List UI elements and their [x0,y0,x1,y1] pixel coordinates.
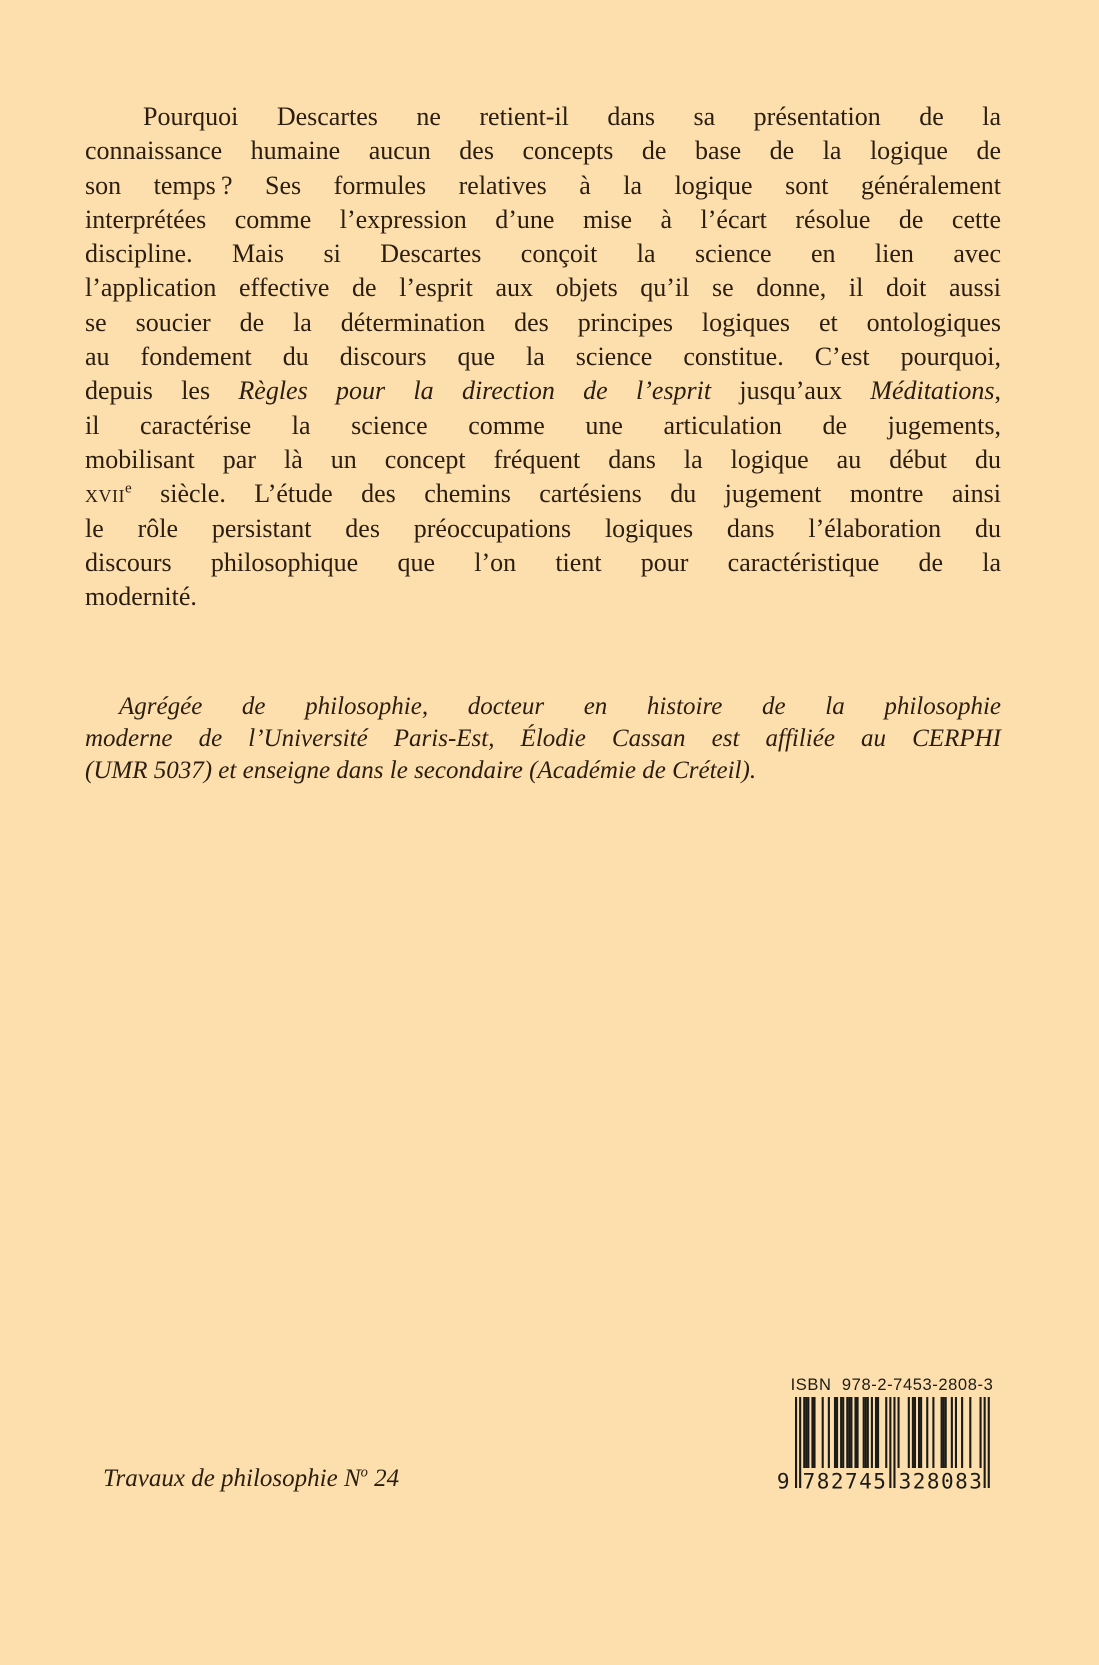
barcode-bar [889,1397,891,1488]
barcode-bar [875,1397,877,1468]
barcode-bar [961,1397,963,1468]
barcode-bar [912,1397,914,1468]
barcode-bar [932,1397,934,1468]
barcode-bar [943,1397,945,1468]
text-line [85,100,1001,134]
text-line [85,409,1001,443]
text-segment: , [994,376,1001,406]
barcode-bar [893,1397,895,1488]
barcode-bar [850,1397,852,1468]
barcode-bar [840,1397,842,1468]
barcode-bar [926,1397,928,1468]
barcode-bar [871,1397,873,1468]
text-line [85,374,1001,408]
isbn-number: ISBN 978-2-7453-2808-3 [790,1376,994,1394]
barcode-bar [863,1397,865,1468]
text-line [85,723,1001,755]
text-line [85,237,1001,271]
text-segment: Méditations [870,376,995,406]
text-segment: Agrégée de philosophie, docteur en histoire de la philosophie [119,693,1001,720]
author-bio [85,691,1001,787]
text-segment: son temps ? Ses formules relatives à la logique sont généralement [85,170,1001,200]
barcode-bar [877,1397,879,1468]
text-segment: siècle. L’étude des chemins cartésiens du jugement montre ainsi [131,479,1001,509]
barcode-bar [795,1397,797,1488]
barcode-bar [951,1397,953,1468]
text-segment: modernité. [85,582,197,612]
text-line [85,134,1001,168]
barcode-bar [848,1397,850,1468]
barcode-bar [834,1397,836,1468]
barcode-digits-left: 782745 [802,1469,888,1492]
barcode-bar [799,1397,801,1488]
barcode-digit-lead: 9 [776,1469,791,1492]
barcode-bar [885,1397,887,1468]
text-line [85,169,1001,203]
text-segment: (UMR 5037) et enseigne dans le secondaire (Académie de Créteil). [85,757,757,784]
text-segment: Pourquoi Descartes ne retient-il dans sa présentation de la [143,102,1001,131]
text-line [85,477,1001,511]
barcode-bar [908,1397,910,1468]
text-segment: xvii [85,479,125,509]
barcode-bar [846,1397,848,1468]
barcode-bar [988,1397,990,1488]
barcode-bar [854,1397,856,1468]
barcode-bar [914,1397,916,1468]
barcode-digits-right: 328083 [898,1469,984,1492]
text-segment: se soucier de la détermination des principes logiques et ontologiques [85,307,1001,337]
text-line [85,546,1001,580]
barcode-bar [857,1397,859,1468]
barcode-bar [811,1397,813,1468]
text-segment: depuis les [85,376,239,406]
text-line [85,340,1001,374]
text-segment: le rôle persistant des préoccupations logiques dans l’élaboration du [85,513,1001,543]
text-line [85,512,1001,546]
text-line [85,306,1001,340]
text-line [85,755,1001,787]
barcode-bar [805,1397,807,1468]
text-segment: discipline. Mais si Descartes conçoit la science en lien avec [85,239,1001,269]
barcode-bar [969,1397,971,1468]
barcode-bar [836,1397,838,1468]
text-segment: mobilisant par là un concept fréquent dans la logique au début du [85,444,1001,474]
barcode-bar [918,1397,920,1468]
text-segment: 24 [367,1465,400,1492]
text-line [85,691,1001,723]
barcode-bar [807,1397,809,1468]
barcode-bar [865,1397,867,1468]
series-label [103,1465,399,1493]
barcode-bar [842,1397,844,1468]
barcode-bar [980,1397,982,1468]
barcode-bar [955,1397,957,1468]
text-segment: l’application effective de l’esprit aux objets qu’il se donne, il doit aussi [85,273,1001,303]
text-segment: interprétées comme l’expression d’une mise à l’écart résolue de cette [85,204,1001,234]
text-segment: e [125,480,132,497]
text-segment: au fondement du discours que la science constitue. C’est pourquoi, [85,342,1001,372]
text-segment: Règles pour la direction de l’esprit [238,376,712,406]
synopsis-paragraph [85,100,1001,614]
text-segment: discours philosophique que l’on tient pour caractéristique de la [85,547,1001,577]
text-segment: jusqu’aux [711,376,871,406]
text-line [103,1465,399,1493]
barcode-bar [867,1397,869,1468]
text-line [85,203,1001,237]
text-segment: il caractérise la science comme une articulation de jugements, [85,410,1001,440]
barcode-bar [803,1397,805,1468]
barcode-bar [941,1397,943,1468]
barcode-bar [898,1397,900,1468]
text-line [85,271,1001,305]
text-segment: moderne de l’Université Paris-Est, Élodie Cassan est affiliée au CERPHI [85,725,1001,752]
text-line [85,443,1001,477]
barcode-bar [984,1397,986,1488]
text-segment: Travaux de philosophie N [103,1465,361,1492]
barcode-bar [822,1397,824,1468]
text-segment: o [360,1464,368,1481]
isbn-barcode [770,1374,1000,1492]
text-segment: connaissance humaine aucun des concepts de base de la logique de [85,136,1001,166]
text-line [85,580,1001,614]
barcode-bar [813,1397,815,1468]
barcode-bar [828,1397,830,1468]
barcode-bar [945,1397,947,1468]
barcode-bar [920,1397,922,1468]
